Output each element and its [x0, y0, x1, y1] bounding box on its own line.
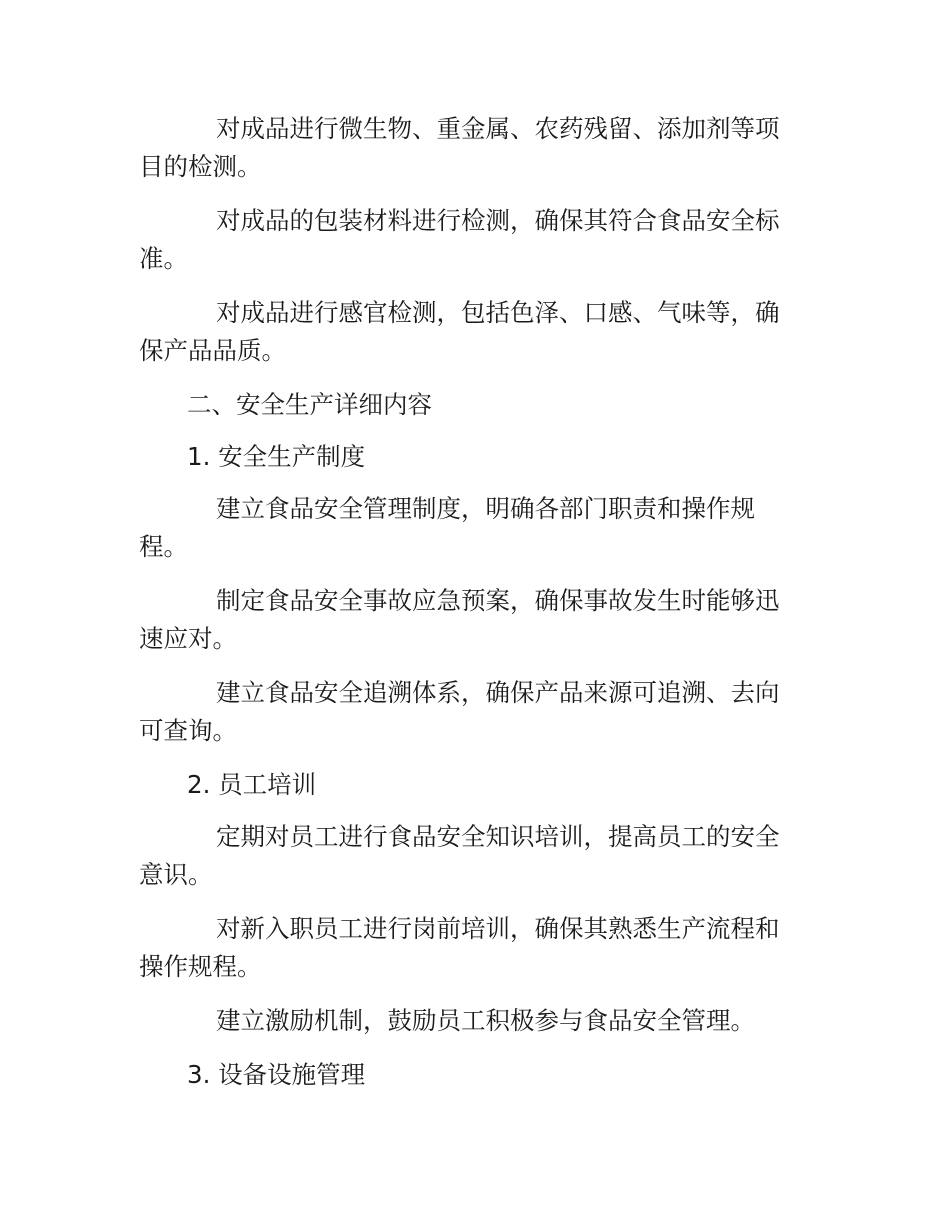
paragraph-regular-training: 定期对员工进行食品安全知识培训，提高员工的安全意识。 — [139, 822, 780, 889]
paragraph-traceability: 建立食品安全追溯体系，确保产品来源可追溯、去向可查询。 — [139, 678, 780, 745]
paragraph-incentive-mechanism: 建立激励机制，鼓励员工积极参与食品安全管理。 — [216, 1006, 755, 1035]
document-body — [139, 110, 795, 1108]
paragraph-sensory-testing: 对成品进行感官检测，包括色泽、口感、气味等，确保产品品质。 — [139, 298, 780, 365]
paragraph-packaging-testing: 对成品的包装材料进行检测，确保其符合食品安全标准。 — [139, 206, 780, 273]
subheading-staff-training: 2. 员工培训 — [187, 770, 317, 799]
paragraph-management-system: 建立食品安全管理制度，明确各部门职责和操作规程。 — [139, 494, 755, 561]
paragraph-finished-product-testing: 对成品进行微生物、重金属、农药残留、添加剂等项目的检测。 — [139, 114, 780, 181]
subheading-equipment-management: 3. 设备设施管理 — [187, 1060, 366, 1089]
subheading-safety-system: 1. 安全生产制度 — [187, 442, 366, 471]
paragraph-onboarding-training: 对新入职员工进行岗前培训，确保其熟悉生产流程和操作规程。 — [139, 914, 780, 981]
paragraph-emergency-plan: 制定食品安全事故应急预案，确保事故发生时能够迅速应对。 — [139, 586, 780, 653]
section-heading-safety-production: 二、安全生产详细内容 — [187, 390, 432, 419]
